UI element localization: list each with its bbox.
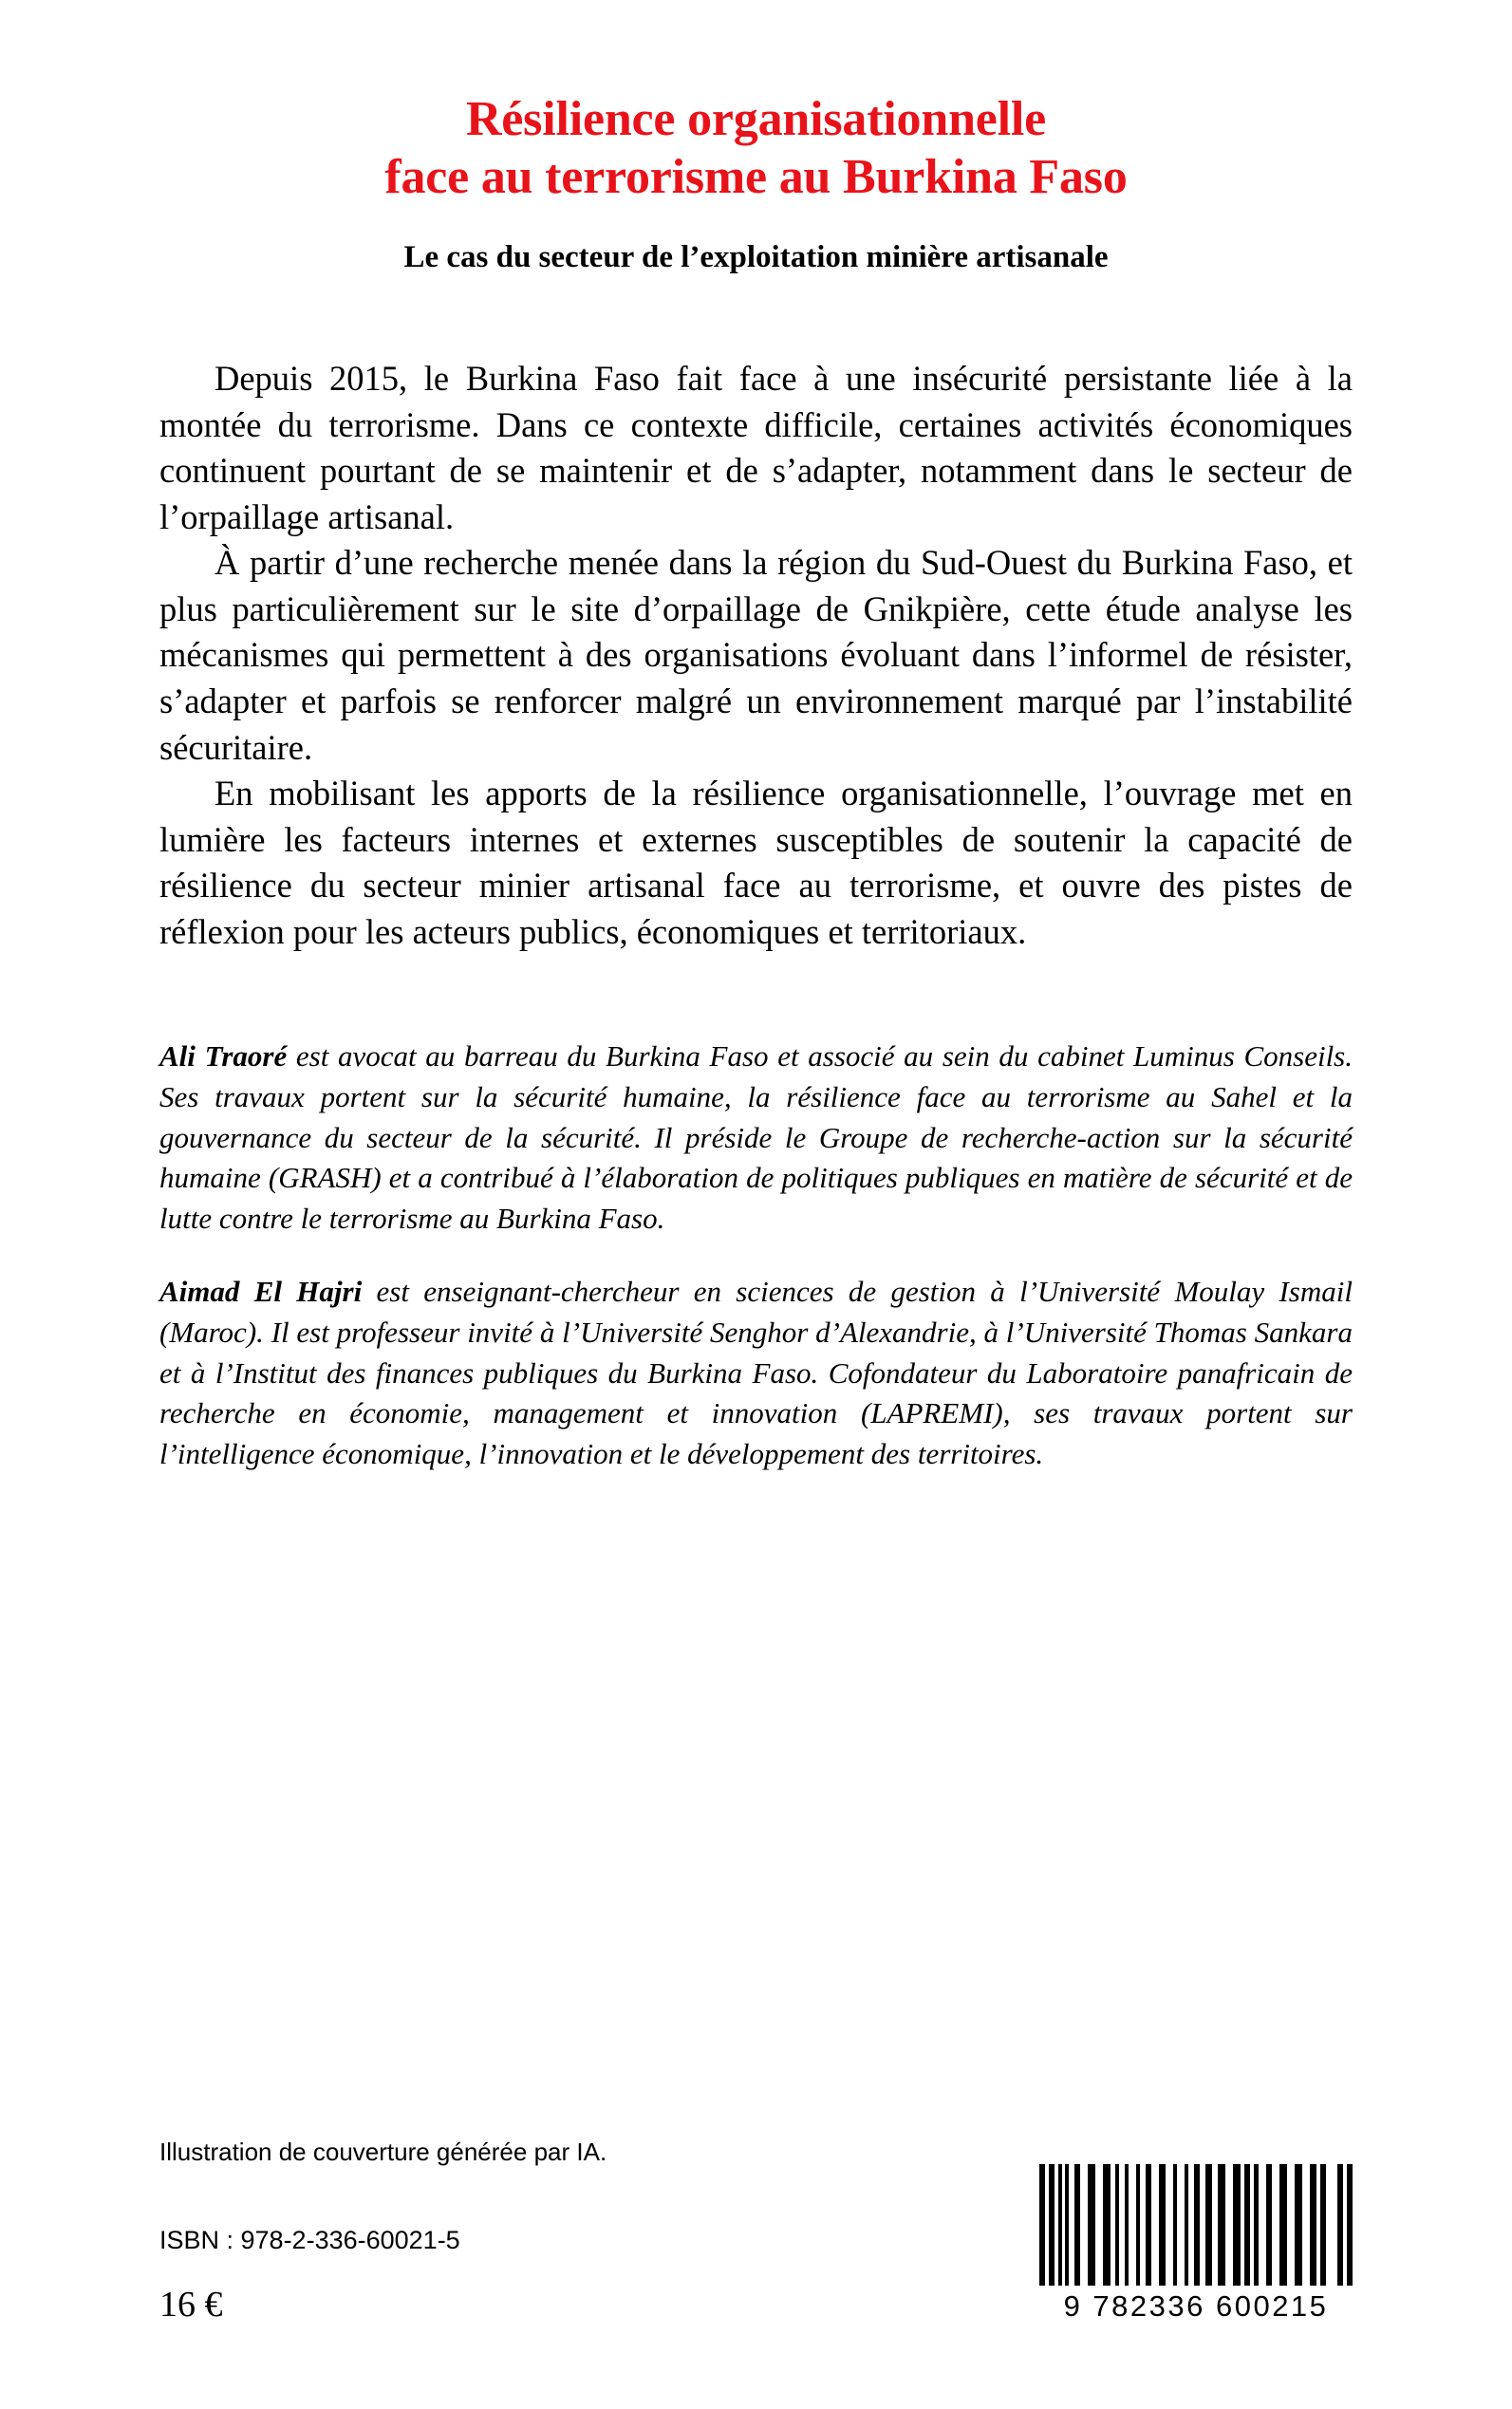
page-subtitle: Le cas du secteur de l’exploitation minière artisanale [403, 239, 1109, 274]
title-line-2: face au terrorisme au Burkina Faso [384, 149, 1128, 204]
blurb-paragraph: À partir d’une recherche menée dans la région du Sud-Ouest du Burkina Faso, et plus particulièrement sur le site d’orpaillage de Gnikpière, cette étude analyse les mécanismes qui permettent à des organisations évoluant dans l’informel de résister, s’adapter et parfois se renforcer malgré un environnement marqué par l’instabilité sécuritaire. [159, 543, 1353, 767]
barcode [1039, 2164, 1353, 2324]
blurb-text [159, 356, 1353, 955]
author-bio-text: est avocat au barreau du Burkina Faso et associé au sein du cabinet Luminus Conseils. Ses travaux portent sur la sécurité humaine, la résilience face au terrorisme au Sahel et la gouvernance du secteur de la sécurité. Il préside le Groupe de recherche-action sur la sécurité humaine (GRASH) et a contribué à l’élaboration de politiques publiques en matière de sécurité et de lutte contre le terrorisme au Burkina Faso. [159, 1039, 1353, 1236]
isbn: ISBN : 978-2-336-60021-5 [159, 2226, 460, 2254]
author-bio [159, 1272, 1353, 1475]
price: 16 € [159, 2285, 223, 2325]
cover-credit: Illustration de couverture générée par IA. [159, 2138, 607, 2166]
title-line-1: Résilience organisationnelle [465, 92, 1047, 146]
author-bios [159, 1036, 1353, 1475]
author-bio [159, 1036, 1353, 1240]
footer-left [159, 2138, 938, 2325]
author-name: Aimad El Hajri [159, 1274, 363, 1308]
page-title [159, 91, 1353, 207]
barcode-bars [1039, 2164, 1353, 2286]
blurb-paragraph: En mobilisant les apports de la résilience organisationnelle, l’ouvrage met en lumière les facteurs internes et externes susceptibles de soutenir la capacité de résilience du secteur minier artisanal face au terrorisme, et ouvre des pistes de réflexion pour les acteurs publics, économiques et territoriaux. [159, 774, 1353, 951]
title-block [159, 0, 1353, 276]
barcode-digits: 9 782336 600215 [1063, 2289, 1329, 2323]
blurb-paragraph: Depuis 2015, le Burkina Faso fait face à une insécurité persistante liée à la montée du terrorisme. Dans ce contexte difficile, certaines activités économiques continuent pourtant de se maintenir et de s’adapter, notamment dans le secteur de l’orpaillage artisanal. [159, 359, 1353, 536]
author-bio-text: est enseignant-chercheur en sciences de gestion à l’Université Moulay Ismail (Maroc). Il est professeur invité à l’Université Senghor d’Alexandrie, à l’Université Thomas Sankara et à l’Institut des finances publiques du Burkina Faso. Cofondateur du Laboratoire panafricain de recherche en économie, management et innovation (LAPREMI), ses travaux portent sur l’intelligence économique, l’innovation et le développement des territoires. [159, 1274, 1353, 1471]
author-name: Ali Traoré [159, 1039, 288, 1074]
